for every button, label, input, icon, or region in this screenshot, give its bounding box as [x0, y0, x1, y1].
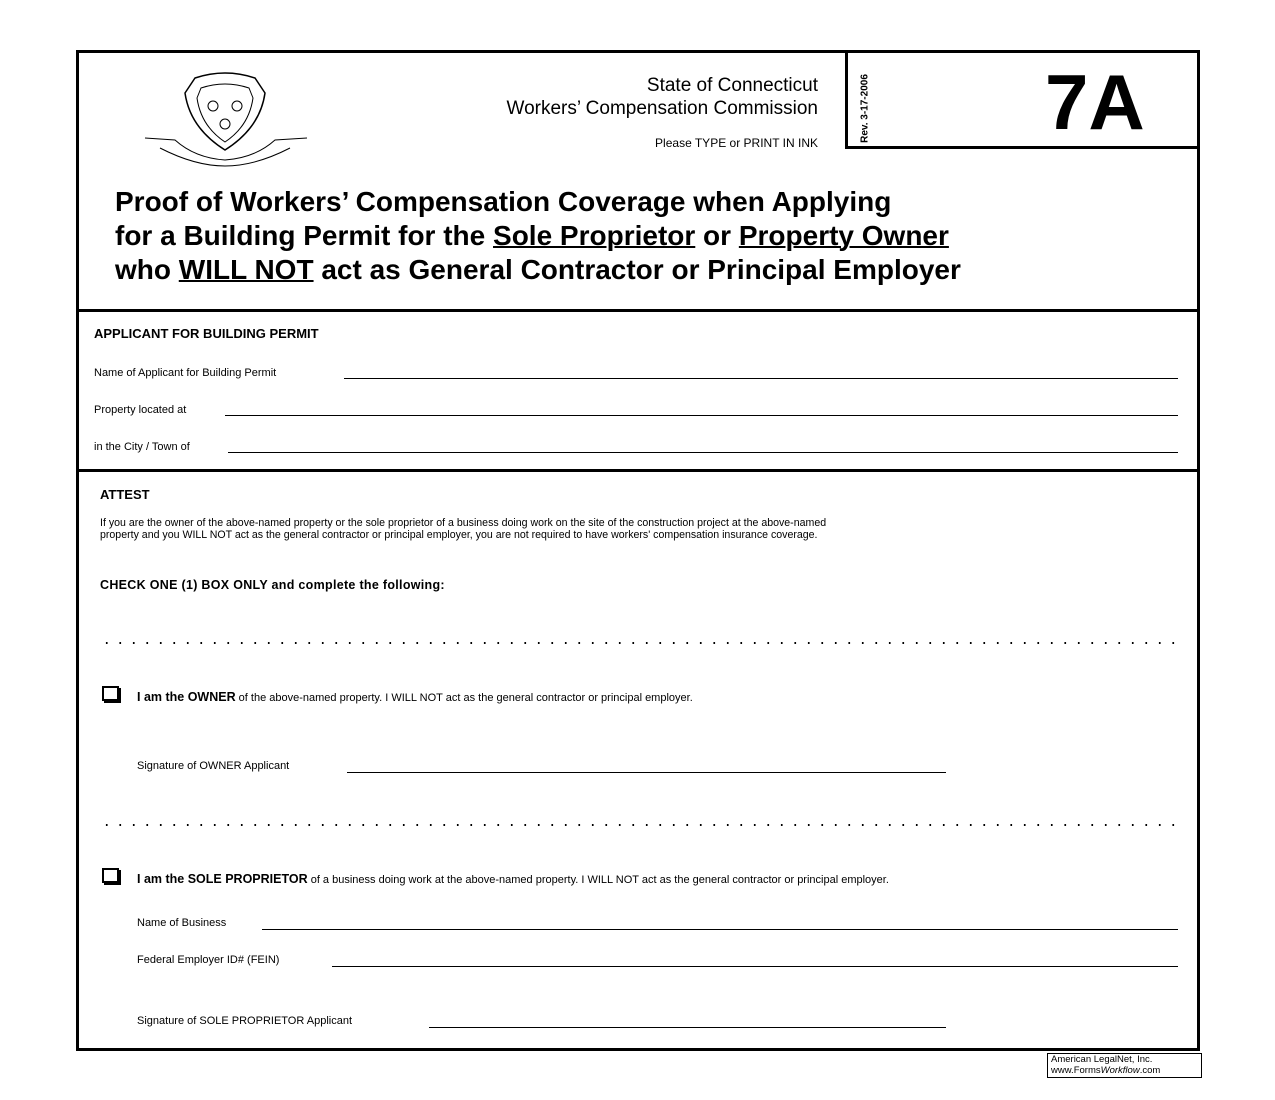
sole-signature-field[interactable] — [429, 1027, 946, 1028]
owner-signature-label: Signature of OWNER Applicant — [137, 760, 290, 772]
fein-label: Federal Employer ID# (FEIN) — [137, 954, 280, 966]
city-field[interactable] — [228, 452, 1178, 453]
attest-heading: ATTEST — [100, 487, 150, 502]
check-instruction: CHECK ONE (1) BOX ONLY and complete the following: — [100, 578, 445, 592]
sole-signature-label: Signature of SOLE PROPRIETOR Applicant — [137, 1015, 353, 1027]
sole-proprietor-checkbox[interactable] — [102, 868, 119, 883]
applicant-name-label: Name of Applicant for Building Permit — [94, 367, 277, 379]
instruction: Please TYPE or PRINT IN INK — [655, 136, 818, 150]
business-name-label: Name of Business — [137, 917, 227, 929]
title-line: who WILL NOT act as General Contractor or Principal Employer — [115, 254, 961, 285]
state-seal-icon — [135, 68, 315, 168]
applicant-name-field[interactable] — [344, 378, 1178, 379]
revision-box-bottom — [845, 146, 1200, 149]
owner-checkbox[interactable] — [102, 686, 119, 701]
publisher-name: American LegalNet, Inc. — [1051, 1054, 1153, 1065]
attest-text: If you are the owner of the above-named property or the sole proprietor of a business doing work on the site of the construction project at the above-named — [100, 517, 827, 529]
owner-signature-field[interactable] — [347, 772, 946, 773]
owner-statement: I am the OWNER of the above-named property. I WILL NOT act as the general contractor or principal employer. — [137, 690, 693, 704]
attest-text: property and you WILL NOT act as the general contractor or principal employer, you are not required to have workers' compensation insurance coverage. — [100, 529, 818, 541]
form-number: 7A — [1045, 58, 1145, 146]
dotted-separator — [100, 642, 1180, 644]
publisher-box — [1047, 1053, 1202, 1078]
fein-field[interactable] — [332, 966, 1178, 967]
form-title — [115, 185, 961, 287]
sole-proprietor-statement: I am the SOLE PROPRIETOR of a business doing work at the above-named property. I WILL NOT act as the general contractor or principal employer. — [137, 872, 889, 886]
business-name-field[interactable] — [262, 929, 1178, 930]
revision-box — [845, 50, 848, 148]
revision-date: Rev. 3-17-2006 — [859, 74, 871, 143]
property-field[interactable] — [225, 415, 1178, 416]
publisher-url: www.FormsWorkflow.com — [1051, 1065, 1161, 1076]
applicant-heading: APPLICANT FOR BUILDING PERMIT — [94, 326, 319, 341]
property-label: Property located at — [94, 404, 187, 416]
divider — [76, 469, 1200, 472]
dotted-separator — [100, 824, 1180, 826]
title-line: Proof of Workers’ Compensation Coverage when Applying — [115, 186, 892, 217]
title-line: for a Building Permit for the Sole Proprietor or Property Owner — [115, 220, 949, 251]
divider — [76, 309, 1200, 312]
commission-name: Workers’ Compensation Commission — [506, 98, 818, 119]
state-name: State of Connecticut — [646, 75, 818, 96]
city-label: in the City / Town of — [94, 441, 190, 453]
